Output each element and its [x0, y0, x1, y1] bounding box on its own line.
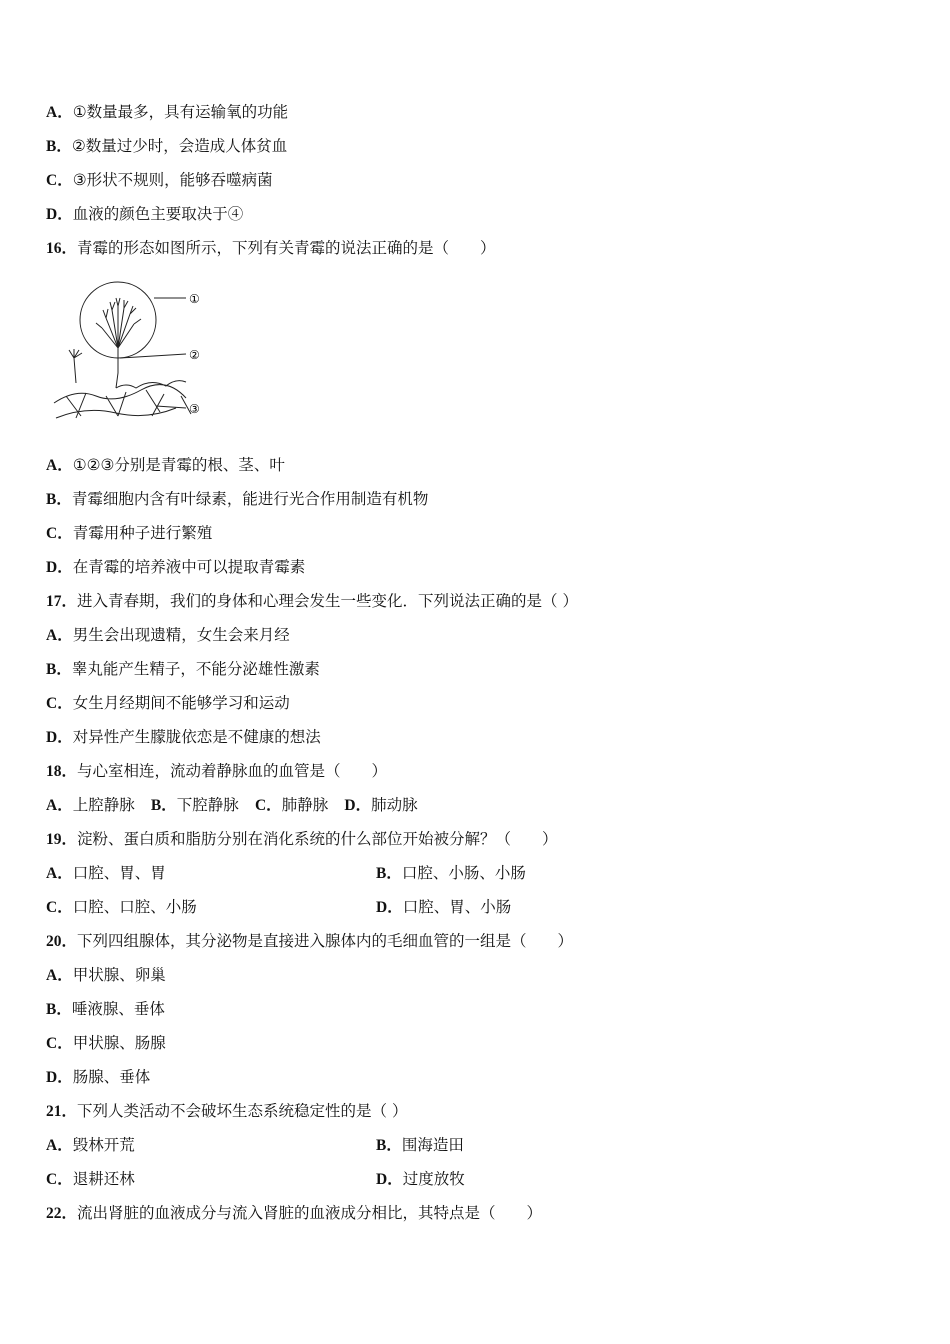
option-letter: A．: [46, 627, 73, 644]
option-letter: D．: [46, 559, 73, 576]
option-text: 肠腺、垂体: [72, 1068, 151, 1086]
option-letter: B．: [46, 491, 72, 508]
option-text: 血液的颜色主要取决于④: [72, 205, 244, 223]
q20-option-b: [46, 999, 165, 1020]
question-text: 淀粉、蛋白质和脂肪分别在消化系统的什么部位开始被分解？（ ）: [77, 830, 558, 848]
q17-option-d: [46, 727, 321, 748]
option-text: 毁林开荒: [72, 1136, 135, 1154]
q20-stem: [46, 931, 573, 952]
option-letter: D．: [376, 1171, 403, 1188]
q21-option-a: [46, 1135, 135, 1156]
option-text: ③形状不规则，能够吞噬病菌: [72, 171, 273, 189]
option-text: 男生会出现遗精，女生会来月经: [72, 626, 290, 644]
question-number: 20．: [46, 933, 78, 950]
option-letter: B．: [376, 1137, 402, 1154]
question-text: 进入青春期，我们的身体和心理会发生一些变化．下列说法正确的是（ ）: [77, 592, 578, 610]
option-text: 唾液腺、垂体: [71, 1000, 165, 1018]
option-text: 上腔静脉: [72, 796, 135, 814]
question-number: 22．: [46, 1205, 78, 1222]
option-text: 围海造田: [401, 1136, 464, 1154]
option-letter: D．: [376, 899, 403, 916]
option-text: ②数量过少时，会造成人体贫血: [71, 137, 288, 155]
q18-stem: [46, 761, 387, 782]
question-number: 17．: [46, 593, 78, 610]
option-letter: A．: [46, 457, 73, 474]
option-letter: C．: [254, 797, 282, 814]
q17-option-c: [46, 693, 290, 714]
option-letter: D．: [46, 1069, 73, 1086]
option-text: 口腔、小肠、小肠: [401, 864, 526, 882]
option-letter: C．: [46, 695, 73, 712]
option-text: 女生月经期间不能够学习和运动: [72, 694, 290, 712]
question-text: 流出肾脏的血液成分与流入肾脏的血液成分相比，其特点是（ ）: [77, 1204, 543, 1222]
option-letter: C．: [46, 525, 73, 542]
figure-label-2: ②: [189, 348, 200, 362]
option-text: 肺动脉: [371, 796, 418, 814]
q20-option-a: [46, 965, 166, 986]
option-letter: B．: [150, 797, 177, 814]
option-letter: D．: [46, 206, 73, 223]
q22-stem: [46, 1203, 542, 1224]
question-number: 19．: [46, 831, 78, 848]
question-number: 16．: [46, 240, 78, 257]
option-text: 口腔、胃、小肠: [402, 898, 512, 916]
question-number: 18．: [46, 763, 78, 780]
q20-option-c: [46, 1033, 166, 1054]
q19-option-c: [46, 897, 197, 918]
question-text: 下列四组腺体，其分泌物是直接进入腺体内的毛细血管的一组是（ ）: [77, 932, 574, 950]
penicillium-figure: [46, 278, 216, 428]
q17-option-b: [46, 659, 320, 680]
figure-label-3: ③: [189, 402, 200, 416]
q21-option-d: [376, 1169, 465, 1190]
option-letter: A．: [46, 865, 73, 882]
figure-label-1: ①: [189, 292, 200, 306]
option-text: 睾丸能产生精子，不能分泌雄性激素: [71, 660, 320, 678]
q19-option-a: [46, 863, 166, 884]
option-letter: C．: [46, 899, 73, 916]
q19-stem: [46, 829, 558, 850]
option-text: 退耕还林: [72, 1170, 135, 1188]
q15-option-c: [46, 170, 273, 191]
option-letter: B．: [46, 1001, 72, 1018]
question-text: 下列人类活动不会破坏生态系统稳定性的是（ ）: [77, 1102, 408, 1120]
option-letter: A．: [46, 104, 73, 121]
option-letter: C．: [46, 1171, 73, 1188]
option-letter: B．: [46, 661, 72, 678]
option-letter: C．: [46, 1035, 73, 1052]
option-text: 肺静脉: [281, 796, 329, 814]
q17-stem: [46, 591, 578, 612]
question-text: 青霉的形态如图所示，下列有关青霉的说法正确的是（ ）: [77, 239, 496, 257]
q15-option-d: [46, 204, 243, 225]
option-letter: C．: [46, 172, 73, 189]
q17-option-a: [46, 625, 290, 646]
q16-option-a: [46, 455, 285, 476]
option-text: 青霉细胞内含有叶绿素，能进行光合作用制造有机物: [71, 490, 429, 508]
q16-option-d: [46, 557, 305, 578]
option-letter: A．: [46, 967, 73, 984]
option-text: ①数量最多，具有运输氧的功能: [72, 103, 289, 121]
option-text: 口腔、口腔、小肠: [72, 898, 197, 916]
q19-option-b: [376, 863, 526, 884]
option-letter: A．: [46, 797, 73, 814]
option-letter: B．: [46, 138, 72, 155]
question-text: 与心室相连，流动着静脉血的血管是（ ）: [77, 762, 388, 780]
q15-option-a: [46, 102, 288, 123]
q19-option-d: [376, 897, 511, 918]
option-text: 甲状腺、肠腺: [72, 1034, 166, 1052]
option-letter: B．: [376, 865, 402, 882]
q15-option-b: [46, 136, 287, 157]
stem-line: [116, 348, 118, 388]
q21-option-c: [46, 1169, 135, 1190]
option-text: 过度放牧: [402, 1170, 465, 1188]
option-text: ①②③分别是青霉的根、茎、叶: [72, 456, 285, 474]
option-text: 对异性产生朦胧依恋是不健康的想法: [72, 728, 321, 746]
q20-option-d: [46, 1067, 150, 1088]
option-letter: A．: [46, 1137, 73, 1154]
q18-options-row: [46, 795, 418, 816]
option-text: 下腔静脉: [176, 796, 239, 814]
option-text: 口腔、胃、胃: [72, 864, 166, 882]
option-letter: D．: [344, 797, 372, 814]
option-text: 青霉用种子进行繁殖: [72, 524, 213, 542]
question-number: 21．: [46, 1103, 78, 1120]
option-text: 甲状腺、卵巢: [72, 966, 166, 984]
q21-stem: [46, 1101, 407, 1122]
q16-option-b: [46, 489, 428, 510]
option-letter: D．: [46, 729, 73, 746]
q21-option-b: [376, 1135, 464, 1156]
option-text: 在青霉的培养液中可以提取青霉素: [72, 558, 306, 576]
q16-option-c: [46, 523, 212, 544]
q16-stem: [46, 238, 496, 259]
